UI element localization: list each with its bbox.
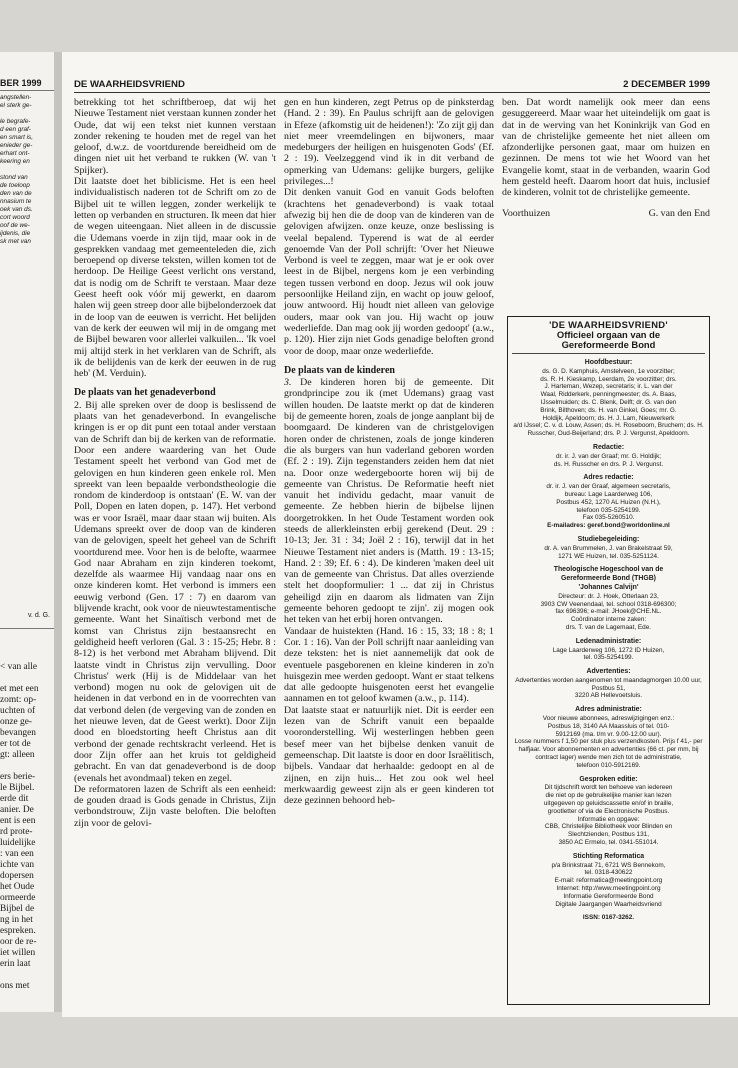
text-line bbox=[0, 110, 54, 118]
article-column-2 bbox=[284, 97, 494, 806]
colophon-line: ds. H. Russcher en drs. P. J. Vergunst. bbox=[553, 460, 664, 468]
colophon-box bbox=[507, 316, 710, 1005]
text-line: ons met bbox=[0, 981, 30, 991]
colophon-line: 1271 WE Huizen, tel. 035-5251124. bbox=[558, 552, 659, 560]
colophon-section bbox=[512, 474, 705, 530]
colophon-line: telefoon 010-5912169. bbox=[576, 761, 641, 769]
email-address: E-mailadres: geref.bond@worldonline.nl bbox=[547, 522, 670, 530]
text-line: : van een bbox=[0, 849, 34, 859]
colophon-section bbox=[512, 776, 705, 847]
colophon-section-heading: Studiebegeleiding: bbox=[577, 535, 640, 543]
text-line: anier. De bbox=[0, 805, 34, 815]
paragraph: ben. Dat wordt namelijk ook meer dan eens gesuggereerd. Maar waar het uiteindelijk om gaat is dat in de werving van het Koninkrijk van God en van de christelijke gemeente het niet alleen om afzonderlijke personen gaat, maar om huizen en gezinnen. De mens tot wie het Woord van het Evangelie komt, staat in de verbanden, waarin God hem gesteld heeft. Daarom hoort dat huis, inclusief de kinderen, volnit tot de christelijke gemeente. bbox=[502, 97, 710, 199]
colophon-section-heading: 'Johannes Calvijn' bbox=[578, 583, 639, 591]
colophon-line: dr. ir. J. van der Graaf, algemeen secretaris, bbox=[546, 483, 671, 491]
colophon-line: dr. ir. J. van der Graaf; mr. G. Holdijk; bbox=[555, 452, 662, 460]
previous-page-edge bbox=[0, 52, 54, 1012]
text-line bbox=[0, 761, 54, 772]
colophon-line: Brink, Bilthoven; ds. H. van Ginkel, Goes; mr. G. bbox=[540, 406, 677, 414]
paragraph: Dat laatste staat er natuurlijk niet. Dit is eerder een lezen van de Schrift vanuit een bepaalde vooronderstelling. Wij westerlingen hebben geen besef meer van het bijbelse denken vanuit de gemeenschap. Dit laatste is door en door Israëlitisch, bijbels. Vandaar dat herhaalde: gedoopt en al de zijnen, en zijn huis... Het zou ook wel heel merkwaardig geweest zijn als er geen kinderen tot deze gezinnen behoord heb- bbox=[284, 704, 494, 807]
text-line: erin laat bbox=[0, 959, 31, 969]
colophon-line: Coördinator interne zaken: bbox=[570, 616, 647, 624]
issn: ISSN: 0167-3262. bbox=[582, 914, 635, 922]
text-line: enieder ge- bbox=[0, 142, 33, 149]
colophon-line: Lage Laarderweg 106, 1272 ID Huizen, bbox=[552, 646, 665, 654]
colophon-section-heading: Ledenadministratie: bbox=[575, 637, 642, 645]
text-line: de toeloop bbox=[0, 182, 30, 189]
colophon-section-heading: Redactie: bbox=[592, 443, 625, 451]
paragraph: De reformatoren lazen de Schrift als een eenheid: de gouden draad is Gods genade in Christus, Zijn verbondstrouw, Zijn vaste beloften. Die beloften zijn voor de gelovi- bbox=[74, 783, 276, 829]
text-line: keering en bbox=[0, 158, 30, 165]
text-line: zomt: op- bbox=[0, 695, 37, 705]
text-line: luidelijke bbox=[0, 838, 36, 848]
text-line: bevangen bbox=[0, 728, 36, 738]
text-line bbox=[0, 673, 54, 684]
colophon-section-heading: Hoofdbestuur: bbox=[584, 359, 633, 366]
text-line bbox=[0, 166, 54, 174]
previous-page-divider bbox=[0, 628, 54, 629]
colophon-section-heading: Adres redactie: bbox=[583, 474, 634, 482]
text-line: sk met van bbox=[0, 238, 31, 245]
colophon-line: bureau: Lage Laarderweg 106, bbox=[564, 490, 653, 498]
text-line: ers berie- bbox=[0, 772, 36, 782]
text-line: onze ge- bbox=[0, 717, 33, 727]
text-line: dopersen bbox=[0, 871, 34, 881]
paragraph: Vandaar de huistekten (Hand. 16 : 15, 33; 18 : 8; 1 Cor. 1 : 16). Van der Poll schrijft naar aanleiding van deze teksten: het is niet aannemelijk dat ook de eventuele pasgeborenen en kleine kinderen in zo'n huisgezin mee werden gedoopt. Want er staat telkens dat alle gedoopte huisgenoten eerst het evangelie aannamen en tot geloof kwamen (a.w., p. 114). bbox=[284, 625, 494, 705]
colophon-section bbox=[512, 536, 705, 560]
colophon-section bbox=[512, 668, 705, 700]
text-line: en smart is, bbox=[0, 134, 34, 141]
colophon-line: Postbus 18, 3140 AA Maassluis of tel. 010- bbox=[547, 722, 670, 730]
colophon-section bbox=[512, 853, 705, 909]
colophon-line: Directeur: dr. J. Hoek, Otterlaan 23, bbox=[558, 592, 659, 600]
paragraph: Dit denken vanuit God en vanuit Gods beloften (krachtens het genadeverbond) is vaak totaal afwezig bij hen die de doop van de kinderen van de gelovigen afwijzen. onze keuze, onze beslissing is veelal bepalend. Typerend is wat de al eerder genoemde Van der Poll schrijft: 'Over het Nieuwe Verbond is veel te zeggen, maar wat je er ook over leest in de Bijbel, nergens kom je een verbinding tegen tussen verbond en doop. Jezus wil ook jouw persoonlijke Heiland zijn, en wacht op jouw geloof, jouw antwoord. Hij houdt niet alleen van gelovige ouders, maar ook van jou. Hij wacht op jouw wederliefde. Dan mag ook jij worden gedoopt' (a.w., p. 120). Hier zijn niet Gods genadige beloften grond voor de doop, maar onze wederliefde. bbox=[284, 187, 494, 357]
publication-name: DE WAARHEIDSVRIEND bbox=[74, 79, 185, 90]
colophon-subtitle: Officieel orgaan van de bbox=[556, 329, 661, 340]
colophon-section bbox=[512, 359, 705, 438]
colophon-line: IJsselmuiden; ds. C. Blenk, Delft; dr. G. van den bbox=[540, 398, 677, 406]
text-line: el sterk ge- bbox=[0, 102, 32, 109]
text-line: oor de re- bbox=[0, 937, 37, 947]
section-heading: De plaats van de kinderen bbox=[284, 364, 395, 376]
colophon-line: Losse nummers f 1,50 per stuk plus verzendkosten. Prijs f 41,- per halfjaar. Voor abonnementen en advertenties (66 ct. per mm, bij contract lager) wende men zich tot de administratie, bbox=[514, 738, 703, 762]
colophon-rule bbox=[512, 353, 705, 354]
colophon-line: Holdijk, Apeldoorn; ds. H. J. Lam, Nieuwerkerk bbox=[542, 414, 675, 422]
text-line: er tot de bbox=[0, 739, 31, 749]
text-line: oek van ds. bbox=[0, 206, 33, 213]
text-line: cort woord bbox=[0, 214, 30, 221]
paragraph: Dit laatste doet het biblicisme. Het is een heel individualistisch naderen tot de Schrift om zo de Bijbel uit te willen leggen, zonder werkelijk te letten op verbanden en structuren. Ik meen dat hier de wegen uiteengaan. Niet alleen in de discussie die Udemans voerde in zijn tijd, maar ook in de gesprekken vandaag met gemeenteleden die, zich beroepend op diverse teksten, willen komen tot de herdoop. De Heilige Geest verlicht ons verstand, dat is nodig om de Schrift te verstaan. Maar deze Geest heeft ook vóór mij gewerkt, en daarom halen wij geen streep door alle bijbelonderzoek dat in de loop van de eeuwen is verricht. Het belijden van de kerk der eeuwen wil mij in de omgang met de Bijbel bewaren voor allerlei valkuilen... 'Ik voel mij altijd sterk in het verklaren van de Schrift, als ik de belijdenis van de kerk der eeuwen in de rug heb' (M. Verduin). bbox=[74, 176, 276, 380]
author-name: G. van den End bbox=[648, 207, 710, 219]
colophon-line: dr. A. van Brummelen, J. van Brakelstraat 59, bbox=[544, 544, 673, 552]
section-heading: De plaats van het genadeverbond bbox=[74, 387, 216, 399]
colophon-line: CBB, Christelijke Bibliotheek voor Blinden en bbox=[544, 823, 673, 831]
colophon-line: drs. T. van de Lagemaat, Ede. bbox=[565, 623, 652, 631]
colophon-line: ds. G. D. Kamphuis, Amstelveen, 1e voorzitter; bbox=[542, 367, 675, 375]
colophon-line: Internet: http://www.meetingpoint.org bbox=[556, 885, 661, 893]
text-line: le begrafe- bbox=[0, 118, 31, 125]
colophon-section-heading: Stichting Reformatica bbox=[572, 852, 645, 860]
paragraph: betrekking tot het schriftberoep, dat wij het Nieuwe Testament niet verstaan kunnen zonder het Oude, dat wij een tekst niet kunnen verstaan zonder rekening te houden met de regel van het geloof, d.w.z. de voortdurende bereidheid om de dingen niet uit het verband te rukken (W. van 't Spijker). bbox=[74, 97, 276, 176]
colophon-line: ds. R. H. Kieskamp, Leerdam, 2e voorzitter; drs. bbox=[540, 375, 677, 383]
colophon-line: Dit tijdschrift wordt ten behoeve van iedereen bbox=[544, 784, 673, 792]
colophon-line: p/a Brinkstraat 71, 6721 WS Bennekom, bbox=[551, 861, 666, 869]
article-column-1 bbox=[74, 97, 276, 829]
previous-page-header: BER 1999 bbox=[0, 78, 42, 88]
colophon-section bbox=[512, 566, 705, 631]
previous-page-signoff: v. d. G. bbox=[27, 612, 50, 619]
paragraph: 2. Bij alle spreken over de doop is beslissend de plaats van het genadeverbond. In evangelische kringen is er op dit punt een totaal ander verstaan van de Schrift dan bij de kerken van de reformatie. Door een andere waardering van het Oude Testament speelt het verbond van God met de gelovigen en hun kinderen geen enkele rol. Men spreekt van leen bepaalde verbondstheologie die rondom de kinderdoop is ontstaan' (E. W. van der Poll, Dopen en laten dopen, p. 147). Het verbond was er voor Israël, maar daar staan wij buiten. Als Udemans spreekt over de doop van de kinderen van de gelovigen, speelt het geheel van de Schrift voortdurend mee. Voor hen is de belofte, waarmee God naar Abraham en zijn kinderen toekomt, dezelfde als waarmee Hij vandaag naar ons en onze kinderen komt. Het verbond is immers een eeuwig verbond (Gen. 17 : 7) en daarom van blijvende kracht, ook voor de nieuwtestamentische gemeente. Want het Sinaïtisch verbond met de komst van Christus zijn bestaansrecht en geldigheid heeft verloren (Gal. 3 : 15-25; Hebr. 8 : 8-12) is het verbond met Abraham blijvend. Dit laatste vindt in Christus zijn vervulling. Door Christus' werk (Hij is de Middelaar van het verbond) mogen nu ook de gelovigen uit de heidenen in dat verbond en in de voorrechten van dat verbond delen (de vergeving van de zonden en het nieuwe leven, dat de Geest werkt). Door Zijn dood en bloedstorting heeft Christus aan dit verbond der genade rechtskracht verleend. Het is door Zijn offer aan het kruis tot geldigheid gebracht. En van dat genadeverbond is de doop (evenals het avondmaal) teken en zegel. bbox=[74, 399, 276, 784]
text-line: ichte van bbox=[0, 860, 35, 870]
colophon-line: Fax 035-5260510. bbox=[582, 514, 635, 522]
text-line: oof de we- bbox=[0, 222, 30, 229]
colophon-line: 3850 AC Ermelo, tel. 0341-551014. bbox=[558, 839, 659, 847]
paragraph-number: 3. bbox=[284, 377, 292, 389]
colophon-line: Slechtzienden, Postbus 131, bbox=[567, 831, 649, 839]
colophon-subtitle: Gereformeerde Bond bbox=[561, 339, 656, 350]
colophon-section-heading: Adres administratie: bbox=[575, 706, 642, 714]
colophon-section-heading: Gereformeerde Bond (THGB) bbox=[561, 575, 656, 583]
colophon-line: tel. 035-5254199. bbox=[583, 654, 634, 662]
colophon-line: a/d IJssel; C. v. d. Louw, Assen; ds. H. Roseboom, Bruchem; ds. H. Russcher, Oud-Beijerland; drs. P. J. Vergunst, Apeldoorn. bbox=[513, 422, 704, 438]
colophon-line: telefoon 035-5254199. bbox=[576, 506, 641, 514]
colophon-line: Postbus 452, 1270 AL Huizen (N.H.), bbox=[556, 498, 661, 506]
colophon-line: Waal, Ridderkerk, penningmeester; ds. A. Baas, bbox=[540, 391, 677, 399]
text-line: Bijbel de bbox=[0, 904, 35, 914]
colophon-line: 3903 CW Veenendaal, tel. school 0318-696300; bbox=[540, 600, 677, 608]
issue-date: 2 DECEMBER 1999 bbox=[623, 79, 710, 90]
text-line: ijdenis, die bbox=[0, 230, 31, 237]
colophon-line: grootletter of via de Electronische Postbus. bbox=[547, 807, 670, 815]
text-line: erhart ont- bbox=[0, 150, 30, 157]
page-header bbox=[74, 79, 710, 90]
text-line: ng in het bbox=[0, 915, 33, 925]
text-line: den van de bbox=[0, 190, 32, 197]
text-line: nnasium te bbox=[0, 198, 32, 205]
colophon-section-heading: Advertenties: bbox=[586, 668, 631, 676]
colophon-line: uitgegeven op geluidscassette en/of in braille, bbox=[543, 800, 674, 808]
text-line: < van alle bbox=[0, 662, 38, 672]
text-line: angstellen- bbox=[0, 94, 32, 101]
colophon-section-heading: Gesproken editie: bbox=[579, 775, 638, 783]
text-line: rd prote- bbox=[0, 827, 33, 837]
text-line: erde dit bbox=[0, 794, 29, 804]
colophon-line: Informatie Gereformeerde Bond bbox=[563, 892, 654, 900]
text-line: et met een bbox=[0, 684, 39, 694]
colophon-line: 3220 AB Hellevoetsluis. bbox=[574, 692, 643, 700]
colophon-section-heading: Theologische Hogeschool van de bbox=[553, 566, 664, 574]
text-line: ormeerde bbox=[0, 893, 36, 903]
text-line: uchten of bbox=[0, 706, 36, 716]
previous-page-cut-text bbox=[0, 662, 54, 992]
colophon-line: die niet op de gebruikelijke manier kan lezen bbox=[545, 792, 672, 800]
colophon-line: Informatie en opgave: bbox=[577, 815, 640, 823]
colophon-line: tel. 0318-430622 bbox=[584, 869, 633, 877]
text-line: d een graf- bbox=[0, 126, 31, 133]
colophon-line: E-mail: reformatica@meetingpoint.org bbox=[554, 877, 663, 885]
text-line: ent is een bbox=[0, 816, 36, 826]
colophon-section bbox=[512, 638, 705, 662]
colophon-sections bbox=[512, 359, 705, 908]
colophon-line: J. Harteman, Wezep, secretaris; ir. L. van der bbox=[544, 383, 673, 391]
paragraph: gen en hun kinderen, zegt Petrus op de pinksterdag (Hand. 2 : 39). En Paulus schrijft aan de gelovigen in Efeze (afkomstig uit de heidenen!): 'Zo zijt gij dan niet meer vreemdelingen en bijwoners, maar medeburgers der heiligen en huisgenoten Gods' (Ef. 2 : 19). Veelzeggend vind ik in dit verband de opmerking van Udemans: gelijke burgers, gelijke privileges...! bbox=[284, 97, 494, 188]
colophon-line: Voor nieuwe abonnees, adreswijzigingen enz.: bbox=[542, 715, 675, 723]
previous-page-italic-text bbox=[0, 94, 54, 246]
colophon-line: 5912169 (ma. t/m vr. 9.00-12.00 uur). bbox=[555, 730, 662, 738]
text-line: gt: alleen bbox=[0, 750, 35, 760]
newspaper-page bbox=[62, 52, 738, 1017]
colophon-section bbox=[512, 706, 705, 769]
text-line: iet willen bbox=[0, 948, 36, 958]
text-line: stond van bbox=[0, 174, 28, 181]
author-signature bbox=[502, 208, 710, 219]
author-place: Voorthuizen bbox=[502, 207, 551, 219]
text-line: le Bijbel. bbox=[0, 783, 35, 793]
paragraph: 3. De kinderen horen bij de gemeente. Dit grondprincipe zou ik (met Udemans) graag vast willen houden. De laatste merkt op dat de kinderen bij de gemeente horen, zoals de jonge aanplant bij de boomgaard. De kinderen van de christgelovigen horen onder de christenen, zoals de jonge kinderen die als burgers van hun vaderland geboren worden (Ef. 2 : 19). Zijn tegenstanders zeiden hem dat niet na. Door onze wedergeboorte horen wij bij de gemeente van Christus. De Reformatie heeft niet vanuit het individu gedacht, maar vanuit de gemeente. Ze hebben hierin de bijbelse lijnen doorgetrokken. In het Oude Testament worden ook steeds de allerkleinsten erbij gerekend (Deut. 29 : 10-13; Jer. 31 : 34; Joël 2 : 16), terwijl dat in het Nieuwe Testament niet anders is (Matth. 19 : 13-15; Hand. 2 : 39; Ef. 6 : 4). De kinderen 'maken deel uit van de gemeente van Christus. Dat alles overziende stelt het doopformulier: 1 ... dat zij in Christus geheiligd zijn en daarom als lidmaten van Zijn gemeente behoren gedoopt te zijn'. zij mogen ook het teken van het erbij horen ontvangen. bbox=[284, 377, 494, 626]
text-line bbox=[0, 970, 54, 981]
article-column-3 bbox=[502, 97, 710, 219]
colophon-line: Digitale Jaargangen Waarheidsvriend bbox=[555, 900, 662, 908]
previous-page-rule bbox=[0, 90, 54, 91]
colophon-section bbox=[512, 444, 705, 468]
colophon-title: 'DE WAARHEIDSVRIEND' bbox=[549, 319, 668, 330]
text-line: espreken. bbox=[0, 926, 36, 936]
text-line: het Oude bbox=[0, 882, 35, 892]
page-gutter bbox=[54, 52, 62, 1012]
header-rule bbox=[74, 92, 710, 93]
colophon-line: Advertenties worden aangenomen tot maandagmorgen 10.00 uur, Postbus 51, bbox=[515, 676, 702, 692]
colophon-line: fax 696396; e-mail: JHoek@CHE.NL. bbox=[555, 608, 662, 616]
